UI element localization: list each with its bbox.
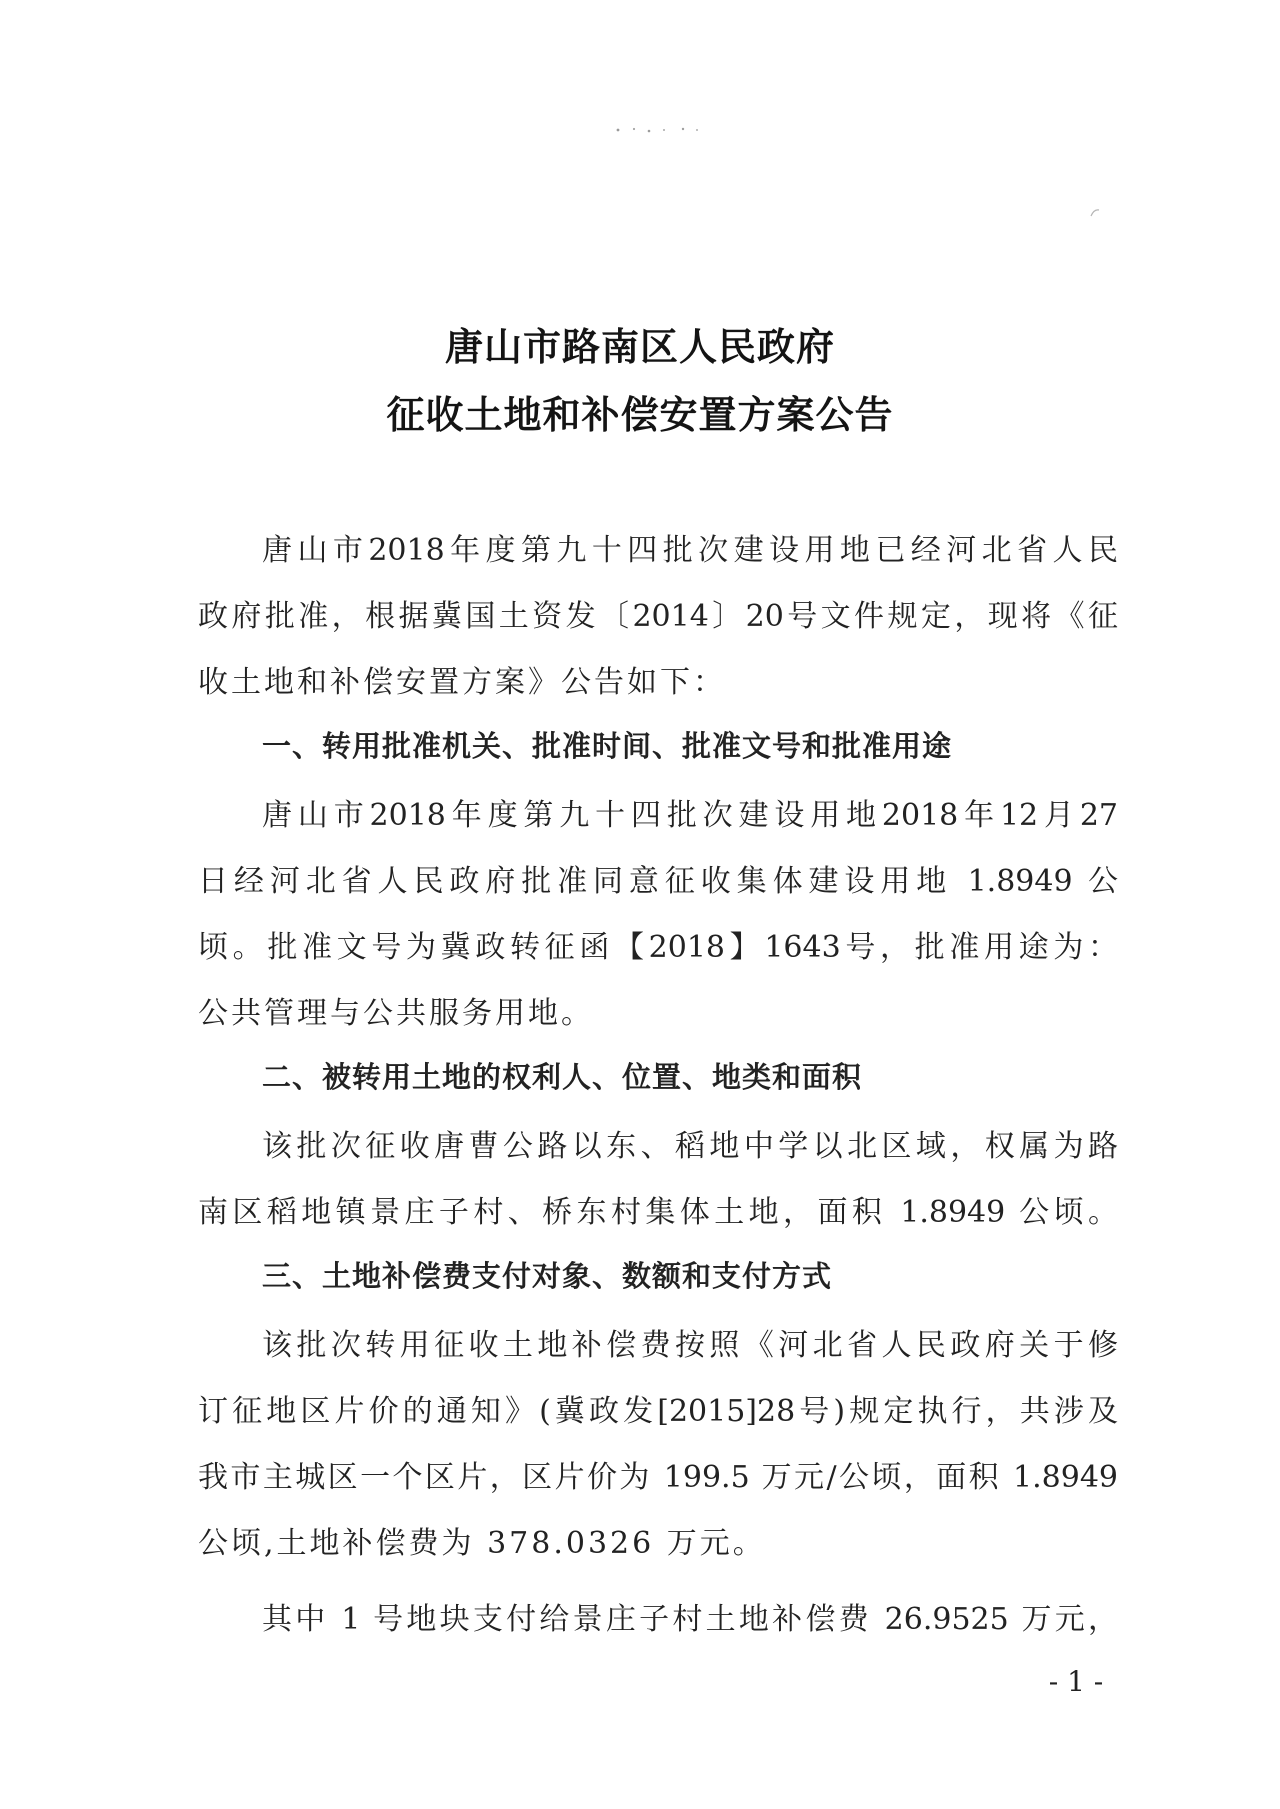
section-3-line-1: 该批次转用征收土地补偿费按照《河北省人民政府关于修 (262, 1328, 1118, 1363)
section-3-line-5: 其中 1 号地块支付给景庄子村土地补偿费 26.9525 万元， (262, 1602, 1118, 1637)
section-2-line-2: 南区稻地镇景庄子村、桥东村集体土地，面积 1.8949 公顷。 (198, 1195, 1118, 1230)
section-3-heading: 三、土地补偿费支付对象、数额和支付方式 (262, 1259, 833, 1293)
section-1-line-4: 公共管理与公共服务用地。 (198, 996, 594, 1031)
section-3-line-3: 我市主城区一个区片，区片价为 199.5 万元/公顷，面积 1.8949 (198, 1460, 1118, 1495)
section-1-line-3: 顷。批准文号为冀政转征函【2018】1643号，批准用途为： (198, 930, 1118, 965)
scan-speck (1088, 206, 1102, 220)
section-1-line-1: 唐山市2018年度第九十四批次建设用地2018年12月27 (262, 798, 1118, 833)
document-title-line-1: 唐山市路南区人民政府 (444, 324, 835, 369)
section-3-line-4: 公顷,土地补偿费为 378.0326 万元。 (198, 1526, 766, 1561)
scan-specks (612, 124, 702, 136)
intro-line-1: 唐山市2018年度第九十四批次建设用地已经河北省人民 (262, 533, 1118, 568)
page-number: - 1 - (1048, 1665, 1104, 1698)
section-2-heading: 二、被转用土地的权利人、位置、地类和面积 (262, 1060, 863, 1094)
section-3-line-2: 订征地区片价的通知》(冀政发[2015]28号)规定执行，共涉及 (198, 1394, 1118, 1429)
section-1-line-2: 日经河北省人民政府批准同意征收集体建设用地 1.8949 公 (198, 864, 1118, 899)
intro-line-2: 政府批准，根据冀国土资发〔2014〕20号文件规定，现将《征 (198, 599, 1118, 634)
section-1-heading: 一、转用批准机关、批准时间、批准文号和批准用途 (262, 729, 953, 763)
section-2-line-1: 该批次征收唐曹公路以东、稻地中学以北区域，权属为路 (262, 1129, 1118, 1164)
document-title-line-2: 征收土地和补偿安置方案公告 (386, 392, 894, 437)
intro-line-3: 收土地和补偿安置方案》公告如下： (198, 665, 726, 700)
